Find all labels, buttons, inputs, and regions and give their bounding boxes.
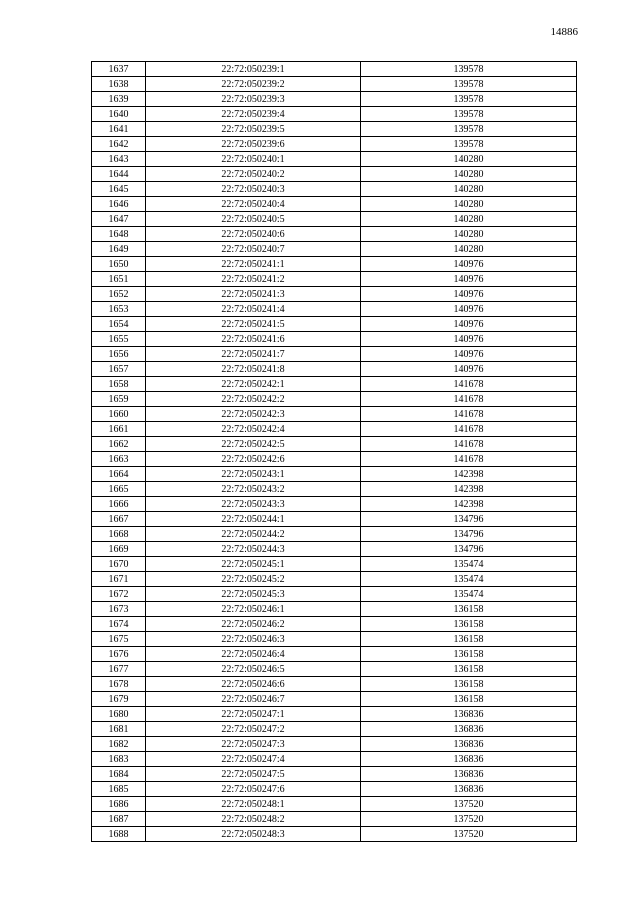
value-cell: 135474 xyxy=(361,572,577,587)
cadastral-number-cell: 22:72:050240:7 xyxy=(146,242,361,257)
table-row xyxy=(92,92,577,107)
row-number-cell: 1688 xyxy=(92,827,146,842)
row-number-cell: 1674 xyxy=(92,617,146,632)
cadastral-number-cell: 22:72:050242:3 xyxy=(146,407,361,422)
value-cell: 136836 xyxy=(361,707,577,722)
value-cell: 139578 xyxy=(361,77,577,92)
row-number-cell: 1659 xyxy=(92,392,146,407)
value-cell: 137520 xyxy=(361,812,577,827)
value-cell: 140280 xyxy=(361,197,577,212)
value-cell: 136158 xyxy=(361,692,577,707)
value-cell: 141678 xyxy=(361,452,577,467)
cadastral-number-cell: 22:72:050247:1 xyxy=(146,707,361,722)
row-number-cell: 1655 xyxy=(92,332,146,347)
value-cell: 139578 xyxy=(361,107,577,122)
row-number-cell: 1637 xyxy=(92,62,146,77)
table-row xyxy=(92,152,577,167)
value-cell: 140976 xyxy=(361,362,577,377)
row-number-cell: 1653 xyxy=(92,302,146,317)
table-row xyxy=(92,347,577,362)
value-cell: 140976 xyxy=(361,302,577,317)
cadastral-number-cell: 22:72:050242:1 xyxy=(146,377,361,392)
value-cell: 142398 xyxy=(361,467,577,482)
table-row xyxy=(92,782,577,797)
value-cell: 134796 xyxy=(361,542,577,557)
row-number-cell: 1652 xyxy=(92,287,146,302)
value-cell: 140976 xyxy=(361,317,577,332)
cadastral-number-cell: 22:72:050242:4 xyxy=(146,422,361,437)
row-number-cell: 1645 xyxy=(92,182,146,197)
data-table-container xyxy=(91,61,576,842)
value-cell: 140976 xyxy=(361,257,577,272)
cadastral-number-cell: 22:72:050246:4 xyxy=(146,647,361,662)
cadastral-number-cell: 22:72:050244:3 xyxy=(146,542,361,557)
cadastral-number-cell: 22:72:050240:2 xyxy=(146,167,361,182)
row-number-cell: 1671 xyxy=(92,572,146,587)
value-cell: 136158 xyxy=(361,617,577,632)
value-cell: 141678 xyxy=(361,422,577,437)
value-cell: 139578 xyxy=(361,137,577,152)
row-number-cell: 1654 xyxy=(92,317,146,332)
table-row xyxy=(92,737,577,752)
value-cell: 139578 xyxy=(361,92,577,107)
row-number-cell: 1638 xyxy=(92,77,146,92)
value-cell: 140280 xyxy=(361,227,577,242)
value-cell: 136158 xyxy=(361,677,577,692)
cadastral-number-cell: 22:72:050248:3 xyxy=(146,827,361,842)
table-row xyxy=(92,797,577,812)
cadastral-number-cell: 22:72:050247:3 xyxy=(146,737,361,752)
cadastral-number-cell: 22:72:050246:6 xyxy=(146,677,361,692)
table-row xyxy=(92,287,577,302)
cadastral-number-cell: 22:72:050239:1 xyxy=(146,62,361,77)
row-number-cell: 1668 xyxy=(92,527,146,542)
row-number-cell: 1683 xyxy=(92,752,146,767)
row-number-cell: 1676 xyxy=(92,647,146,662)
value-cell: 141678 xyxy=(361,437,577,452)
table-row xyxy=(92,512,577,527)
row-number-cell: 1665 xyxy=(92,482,146,497)
table-row xyxy=(92,752,577,767)
cadastral-number-cell: 22:72:050239:6 xyxy=(146,137,361,152)
table-row xyxy=(92,107,577,122)
table-row xyxy=(92,557,577,572)
value-cell: 140976 xyxy=(361,287,577,302)
table-row xyxy=(92,677,577,692)
table-row xyxy=(92,317,577,332)
table-row xyxy=(92,692,577,707)
table-row xyxy=(92,407,577,422)
table-row xyxy=(92,467,577,482)
data-table xyxy=(91,61,577,842)
cadastral-number-cell: 22:72:050242:5 xyxy=(146,437,361,452)
value-cell: 136836 xyxy=(361,752,577,767)
row-number-cell: 1660 xyxy=(92,407,146,422)
row-number-cell: 1648 xyxy=(92,227,146,242)
row-number-cell: 1658 xyxy=(92,377,146,392)
cadastral-number-cell: 22:72:050241:4 xyxy=(146,302,361,317)
table-row xyxy=(92,302,577,317)
value-cell: 142398 xyxy=(361,497,577,512)
page-number: 14886 xyxy=(550,26,578,38)
cadastral-number-cell: 22:72:050239:3 xyxy=(146,92,361,107)
value-cell: 140976 xyxy=(361,272,577,287)
cadastral-number-cell: 22:72:050240:5 xyxy=(146,212,361,227)
row-number-cell: 1644 xyxy=(92,167,146,182)
cadastral-number-cell: 22:72:050244:1 xyxy=(146,512,361,527)
value-cell: 136836 xyxy=(361,782,577,797)
table-row xyxy=(92,392,577,407)
row-number-cell: 1664 xyxy=(92,467,146,482)
cadastral-number-cell: 22:72:050241:6 xyxy=(146,332,361,347)
row-number-cell: 1657 xyxy=(92,362,146,377)
row-number-cell: 1663 xyxy=(92,452,146,467)
row-number-cell: 1662 xyxy=(92,437,146,452)
value-cell: 137520 xyxy=(361,827,577,842)
value-cell: 140280 xyxy=(361,242,577,257)
row-number-cell: 1685 xyxy=(92,782,146,797)
table-row xyxy=(92,122,577,137)
row-number-cell: 1678 xyxy=(92,677,146,692)
row-number-cell: 1684 xyxy=(92,767,146,782)
cadastral-number-cell: 22:72:050241:2 xyxy=(146,272,361,287)
cadastral-number-cell: 22:72:050245:1 xyxy=(146,557,361,572)
cadastral-number-cell: 22:72:050239:5 xyxy=(146,122,361,137)
cadastral-number-cell: 22:72:050248:1 xyxy=(146,797,361,812)
value-cell: 141678 xyxy=(361,407,577,422)
row-number-cell: 1679 xyxy=(92,692,146,707)
value-cell: 140280 xyxy=(361,152,577,167)
table-row xyxy=(92,182,577,197)
table-row xyxy=(92,722,577,737)
row-number-cell: 1666 xyxy=(92,497,146,512)
value-cell: 136158 xyxy=(361,662,577,677)
row-number-cell: 1650 xyxy=(92,257,146,272)
value-cell: 136836 xyxy=(361,737,577,752)
row-number-cell: 1681 xyxy=(92,722,146,737)
cadastral-number-cell: 22:72:050241:3 xyxy=(146,287,361,302)
cadastral-number-cell: 22:72:050242:6 xyxy=(146,452,361,467)
row-number-cell: 1656 xyxy=(92,347,146,362)
row-number-cell: 1640 xyxy=(92,107,146,122)
cadastral-number-cell: 22:72:050241:8 xyxy=(146,362,361,377)
row-number-cell: 1667 xyxy=(92,512,146,527)
row-number-cell: 1670 xyxy=(92,557,146,572)
cadastral-number-cell: 22:72:050241:1 xyxy=(146,257,361,272)
cadastral-number-cell: 22:72:050243:2 xyxy=(146,482,361,497)
cadastral-number-cell: 22:72:050247:5 xyxy=(146,767,361,782)
value-cell: 134796 xyxy=(361,527,577,542)
cadastral-number-cell: 22:72:050244:2 xyxy=(146,527,361,542)
row-number-cell: 1686 xyxy=(92,797,146,812)
table-row xyxy=(92,422,577,437)
table-row xyxy=(92,527,577,542)
value-cell: 139578 xyxy=(361,122,577,137)
row-number-cell: 1673 xyxy=(92,602,146,617)
table-row xyxy=(92,812,577,827)
table-row xyxy=(92,662,577,677)
row-number-cell: 1661 xyxy=(92,422,146,437)
value-cell: 139578 xyxy=(361,62,577,77)
row-number-cell: 1643 xyxy=(92,152,146,167)
value-cell: 137520 xyxy=(361,797,577,812)
table-row xyxy=(92,497,577,512)
cadastral-number-cell: 22:72:050246:3 xyxy=(146,632,361,647)
table-row xyxy=(92,257,577,272)
table-row xyxy=(92,572,577,587)
table-row xyxy=(92,827,577,842)
table-row xyxy=(92,587,577,602)
cadastral-number-cell: 22:72:050241:5 xyxy=(146,317,361,332)
table-row xyxy=(92,452,577,467)
value-cell: 140280 xyxy=(361,212,577,227)
table-row xyxy=(92,377,577,392)
value-cell: 141678 xyxy=(361,377,577,392)
table-row xyxy=(92,197,577,212)
cadastral-number-cell: 22:72:050241:7 xyxy=(146,347,361,362)
table-row xyxy=(92,602,577,617)
cadastral-number-cell: 22:72:050245:3 xyxy=(146,587,361,602)
table-row xyxy=(92,137,577,152)
cadastral-number-cell: 22:72:050239:2 xyxy=(146,77,361,92)
row-number-cell: 1647 xyxy=(92,212,146,227)
value-cell: 136836 xyxy=(361,767,577,782)
table-row xyxy=(92,647,577,662)
value-cell: 140280 xyxy=(361,167,577,182)
row-number-cell: 1641 xyxy=(92,122,146,137)
table-row xyxy=(92,77,577,92)
value-cell: 136158 xyxy=(361,632,577,647)
row-number-cell: 1669 xyxy=(92,542,146,557)
value-cell: 136836 xyxy=(361,722,577,737)
row-number-cell: 1680 xyxy=(92,707,146,722)
table-row xyxy=(92,272,577,287)
table-row xyxy=(92,242,577,257)
value-cell: 140976 xyxy=(361,347,577,362)
value-cell: 136158 xyxy=(361,647,577,662)
table-row xyxy=(92,167,577,182)
cadastral-number-cell: 22:72:050246:2 xyxy=(146,617,361,632)
cadastral-number-cell: 22:72:050246:1 xyxy=(146,602,361,617)
table-row xyxy=(92,212,577,227)
cadastral-number-cell: 22:72:050246:7 xyxy=(146,692,361,707)
value-cell: 136158 xyxy=(361,602,577,617)
table-row xyxy=(92,227,577,242)
table-row xyxy=(92,617,577,632)
cadastral-number-cell: 22:72:050245:2 xyxy=(146,572,361,587)
cadastral-number-cell: 22:72:050247:2 xyxy=(146,722,361,737)
row-number-cell: 1651 xyxy=(92,272,146,287)
row-number-cell: 1672 xyxy=(92,587,146,602)
table-row xyxy=(92,542,577,557)
row-number-cell: 1687 xyxy=(92,812,146,827)
table-row xyxy=(92,707,577,722)
cadastral-number-cell: 22:72:050240:4 xyxy=(146,197,361,212)
table-row xyxy=(92,362,577,377)
row-number-cell: 1649 xyxy=(92,242,146,257)
value-cell: 135474 xyxy=(361,557,577,572)
row-number-cell: 1639 xyxy=(92,92,146,107)
cadastral-number-cell: 22:72:050240:3 xyxy=(146,182,361,197)
row-number-cell: 1642 xyxy=(92,137,146,152)
table-row xyxy=(92,437,577,452)
value-cell: 135474 xyxy=(361,587,577,602)
cadastral-number-cell: 22:72:050240:6 xyxy=(146,227,361,242)
cadastral-number-cell: 22:72:050243:1 xyxy=(146,467,361,482)
cadastral-number-cell: 22:72:050246:5 xyxy=(146,662,361,677)
row-number-cell: 1677 xyxy=(92,662,146,677)
table-row xyxy=(92,767,577,782)
row-number-cell: 1646 xyxy=(92,197,146,212)
table-row xyxy=(92,62,577,77)
cadastral-number-cell: 22:72:050242:2 xyxy=(146,392,361,407)
row-number-cell: 1682 xyxy=(92,737,146,752)
table-body xyxy=(92,62,577,842)
table-row xyxy=(92,482,577,497)
value-cell: 140280 xyxy=(361,182,577,197)
table-row xyxy=(92,332,577,347)
cadastral-number-cell: 22:72:050247:4 xyxy=(146,752,361,767)
cadastral-number-cell: 22:72:050247:6 xyxy=(146,782,361,797)
table-row xyxy=(92,632,577,647)
row-number-cell: 1675 xyxy=(92,632,146,647)
value-cell: 140976 xyxy=(361,332,577,347)
value-cell: 134796 xyxy=(361,512,577,527)
value-cell: 142398 xyxy=(361,482,577,497)
cadastral-number-cell: 22:72:050248:2 xyxy=(146,812,361,827)
value-cell: 141678 xyxy=(361,392,577,407)
cadastral-number-cell: 22:72:050240:1 xyxy=(146,152,361,167)
cadastral-number-cell: 22:72:050239:4 xyxy=(146,107,361,122)
cadastral-number-cell: 22:72:050243:3 xyxy=(146,497,361,512)
